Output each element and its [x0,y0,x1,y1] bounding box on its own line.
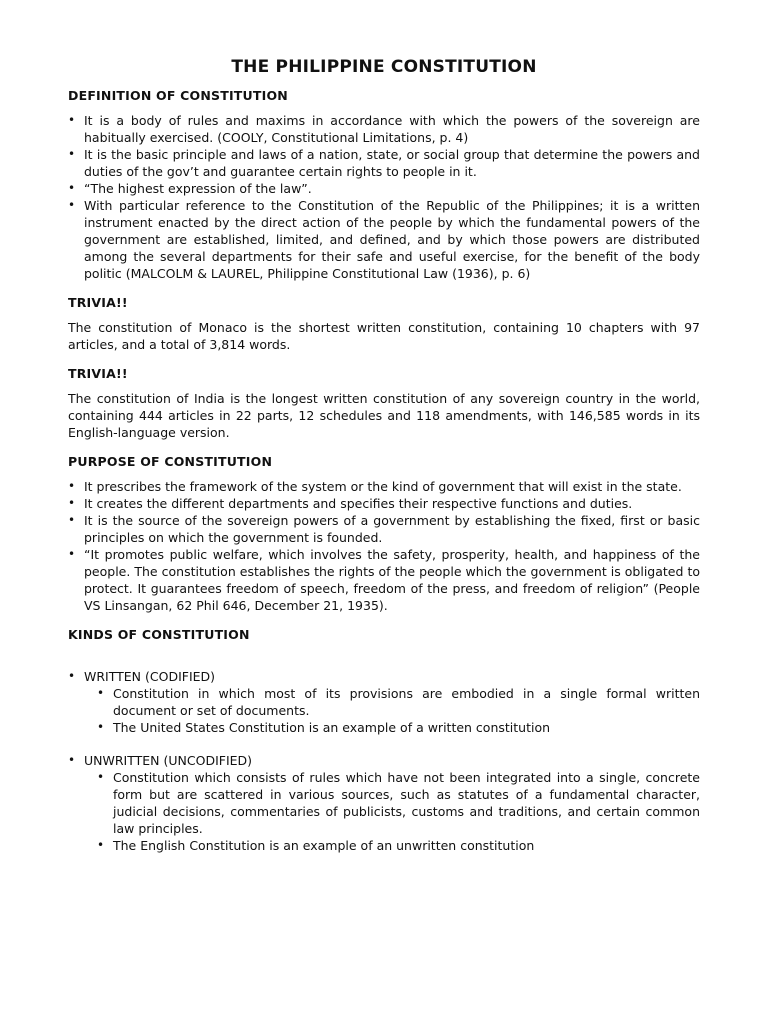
page-title: THE PHILIPPINE CONSTITUTION [231,57,537,77]
list-item: • The United States Constitution is an example of a written constitution [97,720,551,735]
written-block [68,668,700,736]
bullet-icon: • [68,753,76,767]
list-item: • Constitution in which most of its provisions are embodied in a single formal written document or set of documents. [97,686,700,718]
bullet-icon: • [68,669,76,683]
trivia-heading: TRIVIA!! [68,366,128,381]
trivia-heading: TRIVIA!! [68,295,128,310]
bullet-icon: • [97,770,105,784]
kind-item [68,668,700,685]
bullet-icon: • [97,838,105,852]
list-item: • “It promotes public welfare, which involves the safety, prosperity, health, and happiness of the people. The constitution establishes the rights of the people which the government is obligated to protect. It guarantees freedom of speech, freedom of the press, and freedom of religion” (People VS Linsangan, 62 Phil 646, December 21, 1935). [68,547,700,613]
bullet-icon: • [68,181,76,195]
trivia-text: The constitution of Monaco is the shortest written constitution, containing 10 chapters with 97 articles, and a total of 3,814 words. [68,320,700,352]
list-item: • It creates the different departments and specifies their respective functions and duties. [68,496,633,511]
unwritten-sublist [68,769,700,854]
bullet-icon: • [68,198,76,212]
list-item: • It prescribes the framework of the system or the kind of government that will exist in the state. [68,479,682,494]
bullet-icon: • [97,686,105,700]
written-label: WRITTEN (CODIFIED) [84,669,216,684]
trivia-text: The constitution of India is the longest written constitution of any sovereign country in the world, containing 444 articles in 22 parts, 12 schedules and 118 amendments, with 146,585 words in its English-language version. [68,391,700,440]
list-item: • It is the source of the sovereign powers of a government by establishing the fixed, first or basic principles on which the government is founded. [68,513,700,545]
unwritten-label: UNWRITTEN (UNCODIFIED) [84,753,253,768]
unwritten-block [68,752,700,854]
bullet-icon: • [68,513,76,527]
list-item: • “The highest expression of the law”. [68,181,312,196]
written-sublist [68,685,700,736]
kind-list [68,752,700,769]
bullet-icon: • [68,113,76,127]
list-item: • It is the basic principle and laws of a nation, state, or social group that determine the powers and duties of the gov’t and guarantee certain rights to people in it. [68,147,700,179]
kind-list [68,668,700,685]
kind-item [68,752,700,769]
bullet-icon: • [68,496,76,510]
list-item: • It is a body of rules and maxims in accordance with which the powers of the sovereign are habitually exercised. (COOLY, Constitutional Limitations, p. 4) [68,113,700,145]
purpose-heading: PURPOSE OF CONSTITUTION [68,454,273,469]
bullet-icon: • [68,547,76,561]
bullet-icon: • [68,479,76,493]
purpose-list [68,478,700,614]
kinds-heading: KINDS OF CONSTITUTION [68,627,250,642]
definition-list [68,112,700,282]
list-item: • With particular reference to the Constitution of the Republic of the Philippines; it is a written instrument enacted by the direct action of the people by which the fundamental powers of the government are established, limited, and defined, and by which those powers are distributed among the several departments for their safe and useful exercise, for the benefit of the body politic (MALCOLM & LAUREL, Philippine Constitutional Law (1936), p. 6) [68,198,700,281]
bullet-icon: • [97,720,105,734]
kinds-section [68,668,700,854]
list-item: • Constitution which consists of rules which have not been integrated into a single, concrete form but are scattered in various sources, such as statutes of a fundamental character, judicial decisions, commentaries of publicists, customs and traditions, and certain common law principles. [97,770,700,836]
list-item: • The English Constitution is an example of an unwritten constitution [97,838,535,853]
bullet-icon: • [68,147,76,161]
definition-heading: DEFINITION OF CONSTITUTION [68,88,288,103]
